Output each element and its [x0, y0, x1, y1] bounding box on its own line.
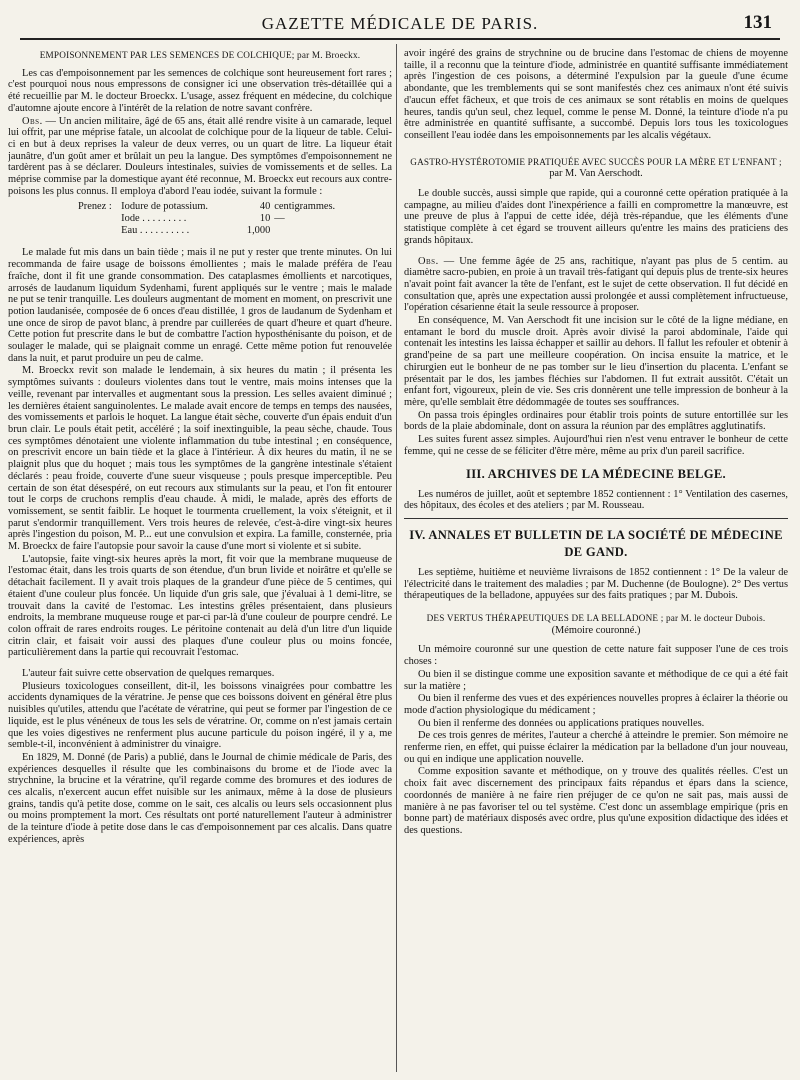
- article-heading-gastro-hysterotomie: GASTRO-HYSTÉROTOMIE PRATIQUÉE AVEC SUCCÈS POUR LA MÈRE ET L'ENFANT ;: [410, 156, 782, 167]
- paragraph: L'auteur fait suivre cette observation de quelques remarques.: [22, 668, 275, 680]
- formula-row: [78, 213, 392, 225]
- formula-ingredient: Iodure de potassium.: [121, 201, 209, 213]
- formula-quantity: 40: [259, 201, 271, 213]
- article-heading-belladone: DES VERTUS THÉRAPEUTIQUES DE LA BELLADONE ; par M. le docteur Dubois.: [426, 613, 766, 624]
- paragraph: M. Broeckx revit son malade le lendemain, à six heures du matin ; il présenta les symptômes suivants : douleurs violentes dans tout le ventre, mais moins intenses que la veille, revenant par intervalles et augmentant sous la pression. Les selles avaient diminué ; les dernières étaient sanguinolentes. Le malade avait encore de temps en temps des nausées, des vomissements et parlois le hoquet. La langue était sèche, couverte d'un épais enduit d'un brun clair. Le pouls était petit, accéléré ; la soif inextinguible, la peau sèche, chaude. Tous ces symptômes dénotaient une violente inflammation du tube intestinal ; en conséquence, on prescrivit encore un bain tiède et la glace à l'intérieur. À dix heures du matin, il ne se plaignit plus que du hoquet ; mais tous les symptômes de la gangrène intestinale s'étaient déclarés : peau froide, couverte d'une sueur visqueuse ; pouls presque imperceptible. Peu certain de son état désespéré, on eut recours aux stimulants sur la peau, et l'on fit entourer tout le corps de cruchons remplis d'eau chaude. À midi, le malade, après des efforts de vomissement, se sentit faiblir. Le hoquet le tourmenta cruellement, la voix s'éteignit, et il parut s'endormir tranquillement. Vers trois heures de relevée, c'est-à-dire vingt-six heures après l'ingestion du poison, M. P... eut une convulsion et expira. La famille, consternée, pria M. Broeckx de faire l'autopsie pour savoir la cause d'une mort si violente et si subite.: [8, 365, 392, 553]
- formula-label: Prenez :: [78, 201, 112, 213]
- obs-text: — Un ancien militaire, âgé de 65 ans, était allé rendre visite à un camarade, lequel lui offrit, par une méprise fatale, un alcoolat de colchique pour de la liqueur de table. Celui-ci en but à deux reprises la valeur de deux verres, ou un quart de litre. La liqueur était jaunâtre, d'un goût amer et brûlait un peu la langue. Des symptômes d'empoisonnement ne tardèrent pas à se déclarer. Douleurs intestinales, suivies de vomissements et de selles. La méprise commise par la domestique ayant été reconnue, M. Broeckx eut recours aux contre-poisons les plus connus. Il employa d'abord l'eau iodée, suivant la formule :: [8, 115, 392, 197]
- obs-text: — Une femme âgée de 25 ans, rachitique, n'ayant pas plus de 5 centim. au diamètre sacro-pubien, en proie à un travail très-fatigant qui depuis plus de trente-six heures n'avait point fait avancer la tête de l'enfant, est le sujet de cette observation. Il fut décidé en consultation que, après une expectation aussi prolongée et aussi complètement infructueuse, l'opération césarienne était la seule ressource à proposer.: [404, 255, 788, 314]
- paragraph: Les septième, huitième et neuvième livraisons de 1852 contiennent : 1° De la valeur de l'électricité dans le traitement des maladies ; par M. Duchenne (de Boulogne). 2° Des vertus thérapeutiques de la belladone, appuyées sur des faits pratiques ; par M. Dubois.: [404, 566, 788, 602]
- paragraph: Le double succès, aussi simple que rapide, qui a couronné cette opération pratiquée à la campagne, au milieu d'aides dont l'inexpérience a failli en compromettre la manœuvre, est une preuve de plus à l'appui de cette idée, déjà très-répandue, que les éléments d'une statistique complète à cet égard se trouvent ailleurs qu'entre les mains des praticiens des grands hôpitaux.: [404, 188, 788, 246]
- paragraph: En conséquence, M. Van Aerschodt fit une incision sur le côté de la ligne médiane, en entamant le bord du muscle droit. Après avoir divisé la paroi abdominale, l'aide qui contenait les intestins les laissa échapper et saillir au dehors. Il fallut les refouler et obtenir à grand'peine de sa part une meilleure coopération. On incisa ensuite la matrice, et le chirurgien eut le bonheur de ne pas tomber sur le lieu d'insertion du placenta. L'enfant se présentait par le dos, les jambes fléchies sur l'abdomen. Il fut extrait aussitôt. C'était un enfant fort, vigoureux, plein de vie. Ses cris donnèrent une telle impression de bonheur à la mère, qu'elle semblait être dédommagée de toutes ses souffrances.: [404, 315, 788, 408]
- paragraph: Plusieurs toxicologues conseillent, dit-il, les boissons vinaigrées pour combattre les accidents dynamiques de la vératrine. Je pense que ces boissons doivent en général être plus nuisibles qu'utiles, attendu que l'acétate de vératrine, qui peut se former par l'ingestion de ce liquide, est le plus vénéneux de tous les sels de vératrine. Or, comme on n'est jamais certain que les voies digestives ne renferment plus aucune particule du poison ingéré, il y a, me semble-t-il, inconvénient à administrer du vinaigre.: [8, 680, 392, 751]
- paragraph: Ou bien il se distingue comme une exposition savante et méthodique de ce qui a été fait sur la matière ;: [404, 668, 788, 692]
- formula-ingredient: Eau . . . . . . . . . .: [121, 225, 190, 237]
- formula-unit: [274, 225, 392, 237]
- left-column: [8, 48, 392, 1072]
- paragraph: Un mémoire couronné sur une question de cette nature fait supposer l'une de ces trois choses :: [404, 644, 788, 668]
- formula-unit: —: [274, 213, 285, 225]
- column-divider: [396, 44, 397, 1072]
- observation-paragraph: [404, 256, 788, 315]
- formula-row: [78, 201, 392, 213]
- article-subheading: (Mémoire couronné.): [551, 624, 641, 636]
- paragraph: En 1829, M. Donné (de Paris) a publié, dans le Journal de chimie médicale de Paris, des expériences desquelles il résulte que les combinaisons du brome et de l'iode avec la strychnine, la brucine et la vératrine, qu'il regarde comme des bromures et des iodures de ces alcalis, n'exercent aucun effet nuisible sur les animaux, même à la dose de plusieurs grains, tandis qu'à petite dose, comme on le sait, ces alcalis ou leurs sels occasionnent plus ou moins promptement la mort. Ces résultats ont porté naturellement l'auteur à administrer de la teinture d'iode à petite dose dans le cas d'empoisonnement par ces alcalis. Dans quatre expériences, après: [8, 751, 392, 845]
- paragraph: L'autopsie, faite vingt-six heures après la mort, fit voir que la membrane muqueuse de l'estomac était, dans les trois quarts de son étendue, d'un brun livide et noirâtre et qu'elle se détachait facilement. Il y avait trois plaques de la grandeur d'une pièce de 5 centimes, qui étaient d'une couleur plus foncée. Un liquide d'un gris sale, que j'évaluai à 1 demi-litre, se trouvait dans la cavité de l'estomac. Les intestins grêles présentaient, dans plusieurs endroits, la membrane muqueuse rouge et par-ci par-là d'une couleur de pourpre cendré. Le colon offrait de rares endroits rouges. Le péritoine contenait au delà d'un litre d'un liquide citrin clair, et faisait voir aussi des plaques d'une couleur plus ou moins foncée, particulièrement dans la partie qui recouvrait l'estomac.: [8, 553, 392, 659]
- paragraph: Les suites furent assez simples. Aujourd'hui rien n'est venu entraver le bonheur de cette femme, qui ne cesse de se féliciter d'être mère, même au prix d'un pareil sacrifice.: [404, 434, 788, 457]
- formula-row: [78, 225, 392, 237]
- paragraph: Les cas d'empoisonnement par les semences de colchique sont heureusement fort rares ; c'est pourquoi nous nous empressons de consigner ici une observation très-détaillée qui a été recueillie par M. le docteur Broeckx. L'usage, assez fréquent en médecine, du colchique d'automne ajoute encore à l'intérêt de la relation de notre savant confrère.: [8, 67, 392, 114]
- paragraph: avoir ingéré des grains de strychnine ou de brucine dans l'estomac de chiens de moyenne taille, il a reconnu que la teinture d'iode, administrée en quantité suffisante immédiatement après l'ingestion de ces poisons, a déterminé l'expulsion par la gueule d'une écume abondante, que les tremblements qui se sont manifestés chez ces animaux n'ont été suivis d'aucun effet fâcheux, et que trois de ces animaux se sont rétablis en moins de quelques heures, tandis qu'un seul, chez lequel, comme le pense M. Donné, la teinture d'iode n'a pu être administrée en quantité suffisante, a succombé. Depuis lors tous les toxicologues conseillent l'eau iodée dans les empoisonnements par les alcalis végétaux.: [404, 48, 788, 141]
- formula-unit: centigrammes.: [274, 201, 336, 213]
- paragraph: Les numéros de juillet, août et septembre 1852 contiennent : 1° Ventilation des casernes, des hôpitaux, des écoles et des ateliers ; par M. Rousseau.: [404, 488, 788, 512]
- paragraph: Le malade fut mis dans un bain tiède ; mais il ne put y rester que trente minutes. On lui recommanda de faire usage de boissons émollientes ; mais le malade préféra de l'eau fraîche, dont il fit une grande consommation. Des cataplasmes émollients et narcotiques, arrosés de laudanum liquidum Sydenhami, furent appliqués sur le ventre ; mais le malade ne put se tenir tranquille. Les douleurs augmentant de moment en moment, on prescrivit une potion laudanisée, composée de 6 onces d'eau distillée, 1 gros de laudanum de Sydenham et une once de sirop de pavot blanc, à prendre par cuillerées de quart d'heure et quart d'heure. Cette potion fut prescrite dans le but de combattre l'action hyposthénisante du poison, et de soulager le malade, qui se plaignait comme un enragé. Cette même potion fut renouvelée dans la nuit, et parut produire un peu de calme.: [8, 247, 392, 364]
- page-header: [20, 8, 780, 40]
- formula-quantity: 10: [259, 213, 271, 225]
- paragraph: Comme exposition savante et méthodique, on y trouve des qualités réelles. C'est un choix fait avec discernement des principaux faits répandus et épars dans la science, coordonnés de manière à ne faire rien préjuger de ce qu'on ne sait pas, mais aussi de manière à ne pas favoriser tel ou tel système. C'est donc un assemblage empirique (pris en bonne part) de matériaux disposés avec ordre, plus qu'une exposition didactique des idées et des questions.: [404, 766, 788, 836]
- journal-title: GAZETTE MÉDICALE DE PARIS.: [261, 14, 539, 33]
- section-heading-annales: IV. ANNALES ET BULLETIN DE LA SOCIÉTÉ DE MÉDECINE DE GAND.: [409, 527, 783, 559]
- article-author: par M. Van Aerschodt.: [549, 168, 643, 180]
- right-column: [404, 48, 788, 1072]
- obs-label: Obs.: [22, 115, 43, 127]
- page-number: 131: [743, 12, 772, 33]
- paragraph: De ces trois genres de mérites, l'auteur a cherché à atteindre le premier. Son mémoire ne renferme rien, en effet, qui puisse éclairer la médication par la belladone d'un jour nouveau, ou qui en indique une application nouvelle.: [404, 730, 788, 765]
- section-heading-archives: III. ARCHIVES DE LA MÉDECINE BELGE.: [466, 466, 726, 481]
- formula-block: [78, 201, 392, 237]
- paragraph: Ou bien il renferme des vues et des expériences nouvelles propres à éclairer la théorie ou mode d'action physiologique du médicament ;: [404, 693, 788, 716]
- formula-quantity: 1,000: [246, 225, 271, 237]
- paragraph: Ou bien il renferme des données ou applications pratiques nouvelles.: [418, 717, 705, 729]
- obs-label: Obs.: [418, 255, 439, 267]
- observation-paragraph: [8, 116, 392, 198]
- section-rule: [404, 518, 788, 519]
- formula-ingredient: Iode . . . . . . . . .: [121, 213, 187, 225]
- paragraph: On passa trois épingles ordinaires pour établir trois points de suture entortillée sur les bords de la plaie abdominale, dont on assura la réunion par des emplâtres agglutinatifs.: [404, 409, 788, 433]
- article-heading-colchique: EMPOISONNEMENT PAR LES SEMENCES DE COLCHIQUE; par M. Broeckx.: [39, 50, 361, 60]
